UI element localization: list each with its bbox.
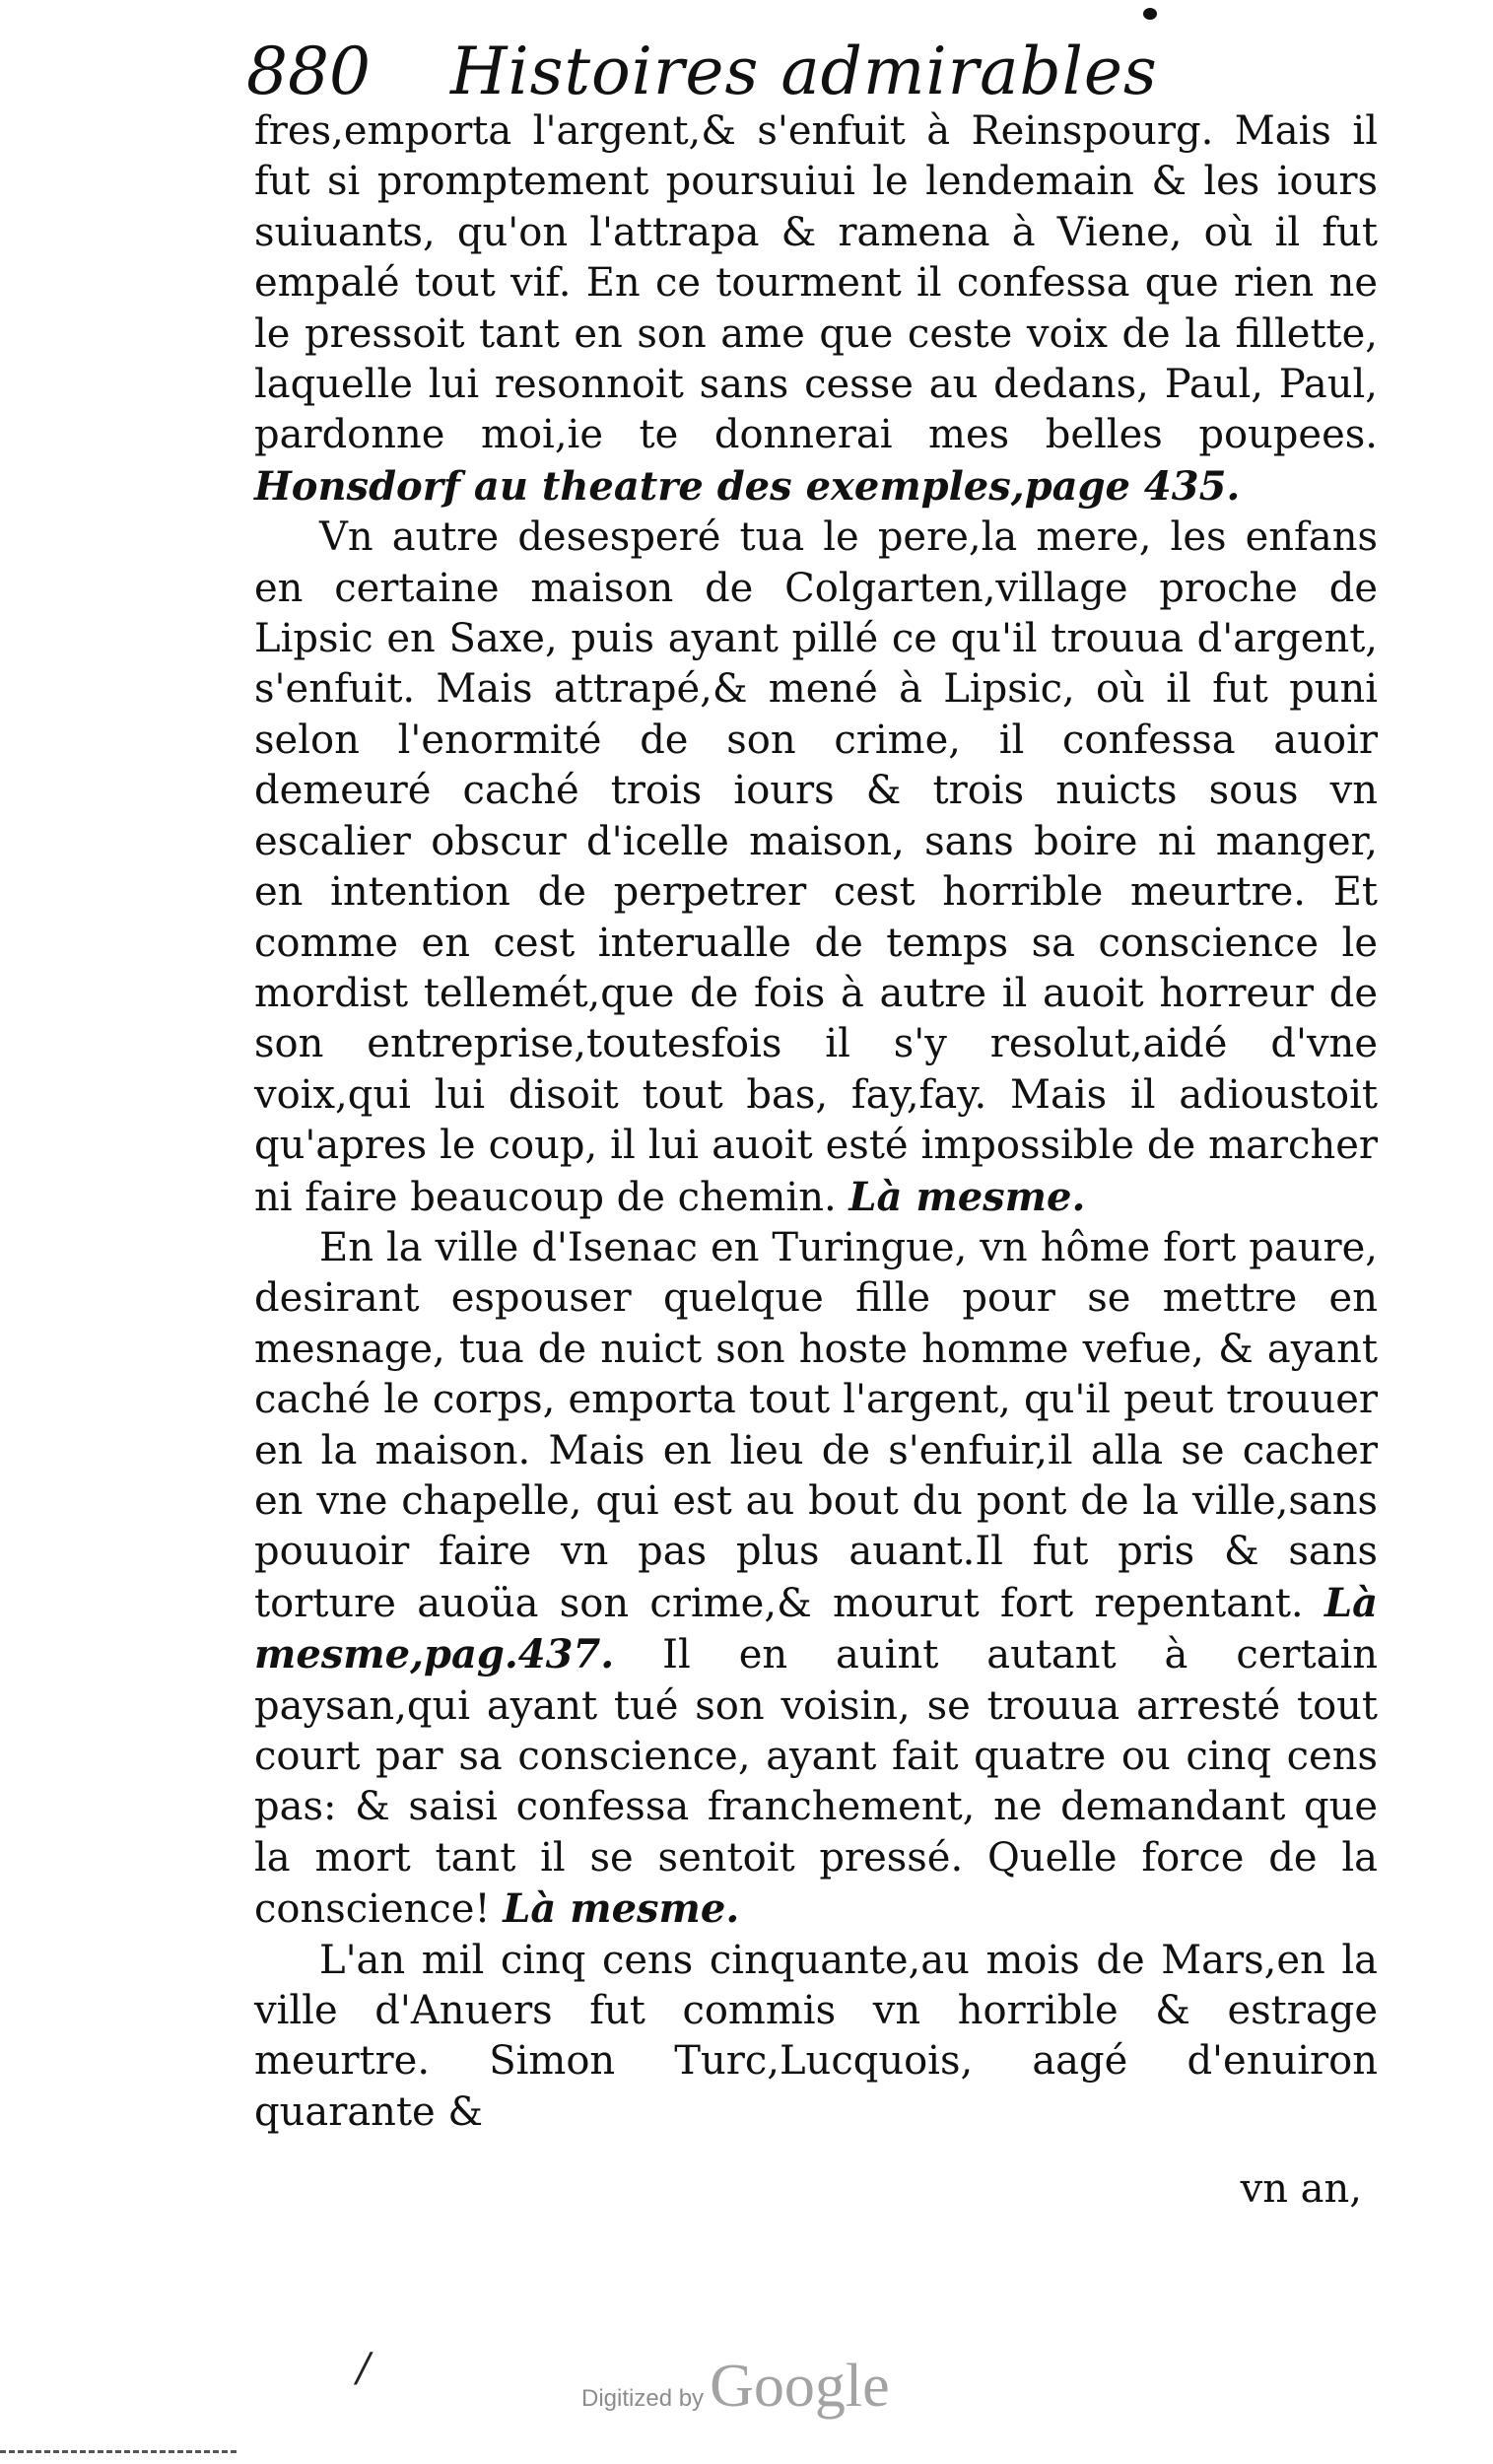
- paragraph-2-reference: Là mesme.: [848, 1173, 1086, 1220]
- body-text: [254, 106, 1378, 2138]
- paragraph-1-text: fres,emporta l'argent,& s'enfuit à Reinspourg. Mais il fut si promptement poursuiui le lendemain & les iours suiuants, qu'on l'attrapa & ramena à Viene, où il fut empalé tout vif. En ce tourment il confessa que rien ne le pressoit tant en son ame que ceste voix de la fillette, laquelle lui resonnoit sans cesse au dedans, Paul, Paul, pardonne moi,ie te donnerai mes belles poupees.: [254, 108, 1378, 458]
- paragraph-1: [254, 106, 1378, 513]
- paragraph-4: [254, 1936, 1378, 2139]
- paragraph-3-text-b: Il en auint autant à certain paysan,qui ayant tué son voisin, se trouua arresté tout court par sa conscience, ayant fait quatre ou cinq cens pas: & saisi confessa franchement, ne demandant que la mort tant il se sentoit pressé. Quelle force de la conscience!: [254, 1632, 1379, 1933]
- google-watermark: [581, 2352, 890, 2430]
- page-number: 880: [246, 34, 371, 109]
- paragraph-1-reference: Honsdorf au theatre des exemples,page 435.: [254, 462, 1241, 510]
- paragraph-3: [254, 1223, 1378, 1936]
- ink-blot: [1143, 8, 1157, 20]
- paragraph-3-text-a: En la ville d'Isenac en Turingue, vn hôme fort paure, desirant espouser quelque fille pour se mettre en mesnage, tua de nuict son hoste homme vefue, & ayant caché le corps, emporta tout l'argent, qu'il peut trouuer en la maison. Mais en lieu de s'enfuir,il alla se cacher en vne chapelle, qui est au bout du pont de la ville,sans pouuoir faire vn pas plus auant.Il fut pris & sans torture auoüa son crime,& mourut fort repentant.: [254, 1224, 1378, 1626]
- running-head: [246, 28, 1360, 116]
- page-edge-dashes: [0, 2450, 237, 2453]
- watermark-google-logo: Google: [710, 2353, 890, 2420]
- paragraph-3-reference-a: Là mesme,pag.437.: [254, 1579, 1378, 1678]
- paragraph-4-text: L'an mil cinq cens cinquante,au mois de Mars,en la ville d'Anuers fut commis vn horrible & estrage meurtre. Simon Turc,Lucquois, aagé d'enuiron quarante &: [254, 1937, 1378, 2135]
- stray-mark: /: [357, 2346, 371, 2391]
- catchword: vn an,: [1240, 2166, 1362, 2212]
- paragraph-2-text: Vn autre desesperé tua le pere,la mere, les enfans en certaine maison de Colgarten,village proche de Lipsic en Saxe, puis ayant pillé ce qu'il trouua d'argent, s'enfuit. Mais attrapé,& mené à Lipsic, où il fut puni selon l'enormité de son crime, il confessa auoir demeuré caché trois iours & trois nuicts sous vn escalier obscur d'icelle maison, sans boire ni manger, en intention de perpetrer cest horrible meurtre. Et comme en cest interualle de temps sa conscience le mordist tellemét,que de fois à autre il auoit horreur de son entreprise,toutesfois il s'y resolut,aidé d'vne voix,qui lui disoit tout bas, fay,fay. Mais il adioustoit qu'apres le coup, il lui auoit esté impossible de marcher ni faire beaucoup de chemin.: [254, 514, 1378, 1220]
- paragraph-3-reference-b: Là mesme.: [503, 1885, 740, 1933]
- paragraph-2: [254, 513, 1378, 1223]
- watermark-digitized-by: Digitized by: [581, 2385, 705, 2412]
- book-title: Histoires admirables: [449, 34, 1158, 109]
